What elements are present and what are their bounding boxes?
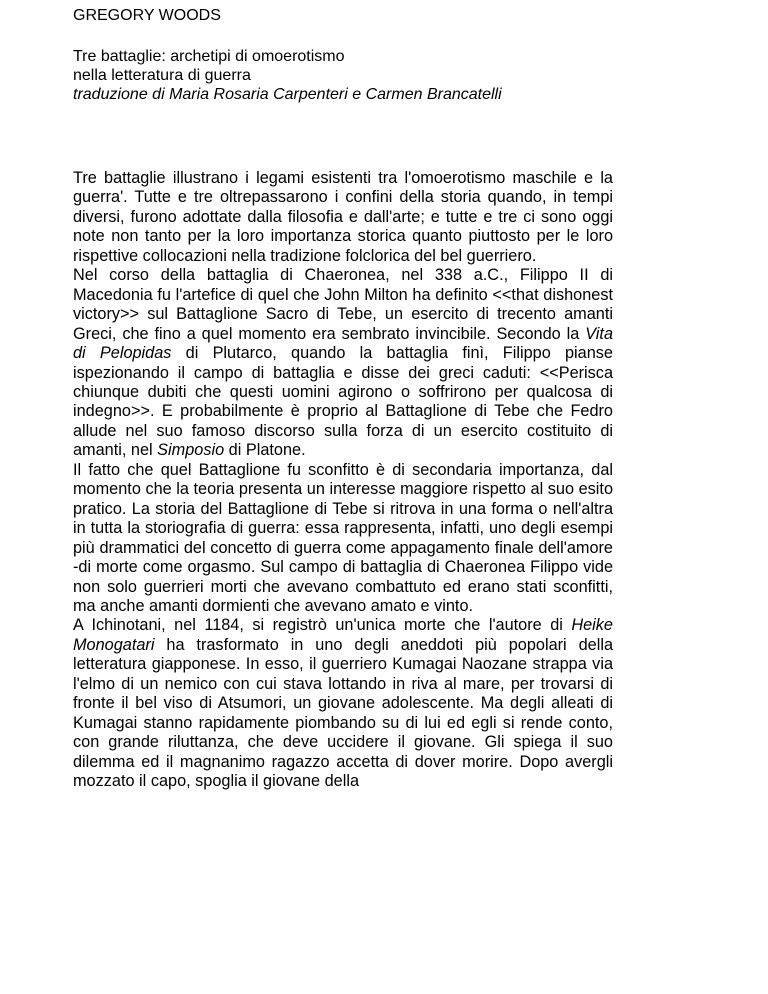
paragraph-4 [73,616,613,791]
paragraph-3 [73,461,613,617]
document-page [73,6,613,792]
paragraph-1 [73,169,613,266]
italic-title: Simposio [157,441,225,460]
paragraph-text: ha trasformato in uno degli aneddoti più popolari della letteratura giapponese. In esso, il guerriero Kumagai Naozane strappa via l'elmo di un nemico con cui stava lottando in riva al mare, per trovarsi di fronte il bel viso di Atsumori, un giovane adolescente. Ma degli alleati di Kumagai stanno rapidamente piombando su di lui ed egli si rende conto, con grande riluttanza, che deve uccidere il giovane. Gli spiega il suo dilemma ed il magnanimo ragazzo accetta di dover morire. Dopo avergli mozzato il capo, spoglia il giovane della [73,635,613,791]
paragraph-text: di Platone. [224,441,306,460]
title-line-2: nella letteratura di guerra [73,67,251,84]
italic-title: Heike Monogatari [73,616,613,654]
paragraph-text: Il fatto che quel Battaglione fu sconfitto è di secondaria importanza, dal momento che la teoria presenta un interesse maggiore rispetto al suo esito pratico. La storia del Battaglione di Tebe si ritrova in una forma o nell'altra in tutta la storiografia di guerra: essa rappresenta, infatti, uno degli esempi più drammatici del concetto di guerra come appagamento finale dell'amore -di morte come orgasmo. Sul campo di battaglia di Chaeronea Filippo vide non solo guerrieri morti che avevano combattuto ed erano stati sconfitti, ma anche amanti dormienti che avevano amato e vinto. [73,460,613,615]
article-title-block [73,47,613,104]
paragraph-text: Nel corso della battaglia di Chaeronea, nel 338 a.C., Filippo II di Macedonia fu l'artefice di quel che John Milton ha definito <<that dishonest victory>> sul Battaglione Sacro di Tebe, un esercito di trecento amanti Greci, che fino a quel momento era sembrato invincibile. Secondo la [73,266,613,343]
paragraph-text: Tre battaglie illustrano i legami esistenti tra l'omoerotismo maschile e la guerra'. Tutte e tre oltrepassarono i confini della storia quando, in tempi diversi, furono adottate dalla filosofia e dall'arte; e tutte e tre ci sono oggi note non tanto per la loro importanza storica quanto piuttosto per le loro rispettive collocazioni nella tradizione folclorica del bel guerriero. [73,169,613,265]
author-name: GREGORY WOODS [73,7,221,24]
paragraph-text: di Plutarco, quando la battaglia finì, Filippo pianse ispezionando il campo di battaglia e disse dei greci caduti: <<Perisca chiunque dubiti che questi uomini agirono o soffrirono per qualcosa di indegno>>. E probabilmente è proprio al Battaglione di Tebe che Fedro allude nel suo famoso discorso sulla forza di un esercito costituito di amanti, nel [73,344,613,460]
paragraph-text: A Ichinotani, nel 1184, si registrò un'unica morte che l'autore di [73,616,572,635]
italic-title: Vita di Pelopidas [73,324,613,363]
article-body [73,169,613,792]
translation-credit: traduzione di Maria Rosaria Carpenteri e Carmen Brancatelli [73,86,502,103]
title-line-1: Tre battaglie: archetipi di omoerotismo [73,48,345,65]
paragraph-2 [73,266,613,461]
